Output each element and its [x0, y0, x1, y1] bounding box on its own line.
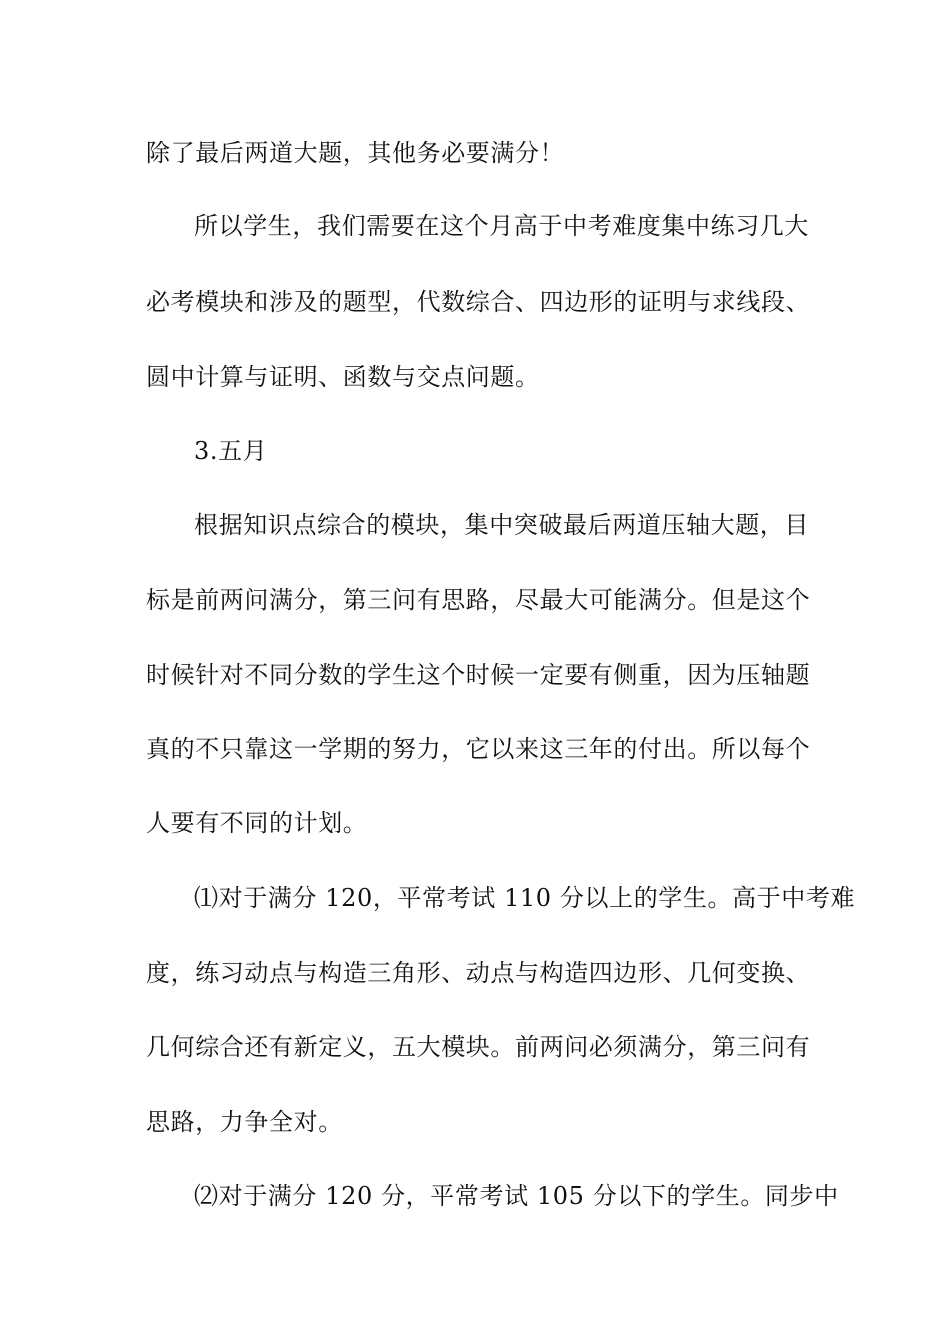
text-line: 除了最后两道大题，其他务必要满分！ [146, 139, 565, 167]
paragraph-first-line: ⑴对于满分 120，平常考试 110 分以上的学生。高于中考难 [194, 884, 856, 912]
paragraph-first-line: 所以学生，我们需要在这个月高于中考难度集中练习几大 [194, 212, 809, 240]
paragraph-first-line: ⑵对于满分 120 分，平常考试 105 分以下的学生。同步中 [194, 1182, 839, 1210]
text-line: 时候针对不同分数的学生这个时候一定要有侧重，因为压轴题 [146, 661, 811, 689]
text-line: 必考模块和涉及的题型，代数综合、四边形的证明与求线段、 [146, 288, 811, 316]
paragraph-first-line: 根据知识点综合的模块，集中突破最后两道压轴大题，目 [194, 511, 809, 539]
text-line: 人要有不同的计划。 [146, 809, 368, 837]
text-line: 思路，力争全对。 [146, 1108, 343, 1136]
text-line: 标是前两问满分，第三问有思路，尽最大可能满分。但是这个 [146, 586, 811, 614]
text-line: 几何综合还有新定义，五大模块。前两问必须满分，第三问有 [146, 1033, 811, 1061]
text-line: 圆中计算与证明、函数与交点问题。 [146, 363, 540, 391]
text-line: 度，练习动点与构造三角形、动点与构造四边形、几何变换、 [146, 959, 811, 987]
text-line: 真的不只靠这一学期的努力，它以来这三年的付出。所以每个 [146, 735, 811, 763]
section-heading: 3.五月 [194, 437, 268, 465]
